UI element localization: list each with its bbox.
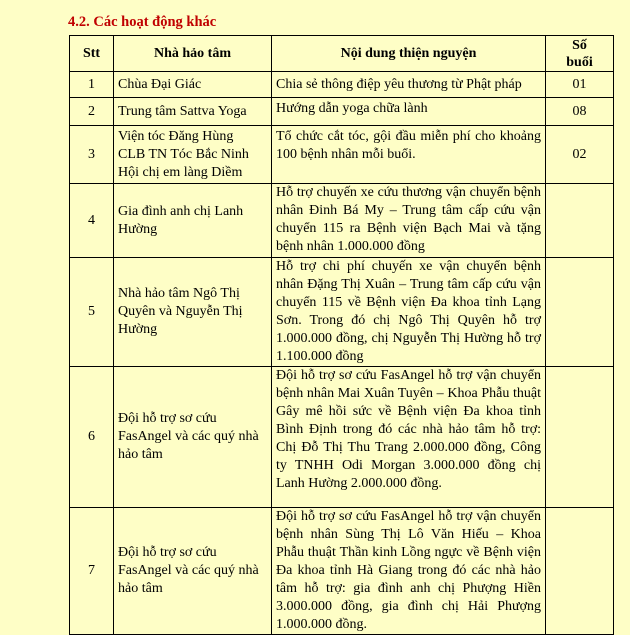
row-content: Hỗ trợ chuyến xe cứu thương vận chuyển bệnh nhân Đinh Bá My – Trung tâm cấp cứu vận chuyển 115 ra Bệnh viện Bạch Mai và tặng bệnh nhân 1.000.000 đồng [272, 184, 546, 258]
row-content: Đội hỗ trợ sơ cứu FasAngel hỗ trợ vận chuyển bệnh nhân Sùng Thị Lô Văn Hiếu – Khoa Phẫu thuật Thần kinh Lồng ngực về Bệnh viện Đa khoa tỉnh Hà Giang trong đó các nhà hảo tâm hỗ trợ: gia đình anh chị Phượng Hiền 3.000.000 đồng, gia đình chị Hải Phượng 1.000.000 đồng. [272, 508, 546, 635]
row-sessions: 02 [546, 126, 614, 184]
header-content: Nội dung thiện nguyện [272, 36, 546, 72]
table-row [70, 367, 614, 508]
charity-activities-table [69, 35, 614, 635]
row-stt: 3 [70, 126, 114, 184]
row-donor: Nhà hảo tâm Ngô Thị Quyên và Nguyễn Thị Hường [114, 258, 272, 367]
row-stt: 6 [70, 367, 114, 508]
row-content: Chia sẻ thông điệp yêu thương từ Phật pháp [272, 72, 546, 98]
row-donor-text: Viện tóc Đăng Hùng CLB TN Tóc Bắc Ninh Hội chị em làng Diềm [118, 129, 249, 180]
row-sessions [546, 258, 614, 367]
header-sessions-line2: buổi [566, 54, 593, 70]
row-donor: Đội hỗ trợ sơ cứu FasAngel và các quý nhà hảo tâm [114, 367, 272, 508]
row-donor: Chùa Đại Giác [114, 72, 272, 98]
row-sessions [546, 367, 614, 508]
table-row [70, 126, 614, 184]
row-sessions [546, 508, 614, 635]
section-title: 4.2. Các hoạt động khác [68, 14, 217, 30]
row-donor: Trung tâm Sattva Yoga [114, 98, 272, 126]
header-sessions [546, 36, 614, 72]
table-row [70, 258, 614, 367]
row-stt: 5 [70, 258, 114, 367]
row-donor [114, 126, 272, 184]
row-sessions [546, 184, 614, 258]
row-sessions: 01 [546, 72, 614, 98]
row-stt: 4 [70, 184, 114, 258]
row-sessions: 08 [546, 98, 614, 126]
row-stt: 2 [70, 98, 114, 126]
row-donor: Gia đình anh chị Lanh Hường [114, 184, 272, 258]
header-stt: Stt [70, 36, 114, 72]
row-stt: 1 [70, 72, 114, 98]
table-row [70, 98, 614, 126]
row-content: Tổ chức cắt tóc, gội đầu miễn phí cho khoảng 100 bệnh nhân mỗi buổi. [272, 126, 546, 184]
row-content: Hướng dẫn yoga chữa lành [272, 98, 546, 126]
header-donor: Nhà hảo tâm [114, 36, 272, 72]
table-header-row [70, 36, 614, 72]
row-content: Đội hỗ trợ sơ cứu FasAngel hỗ trợ vận chuyển bệnh nhân Mai Xuân Tuyên – Khoa Phẫu thuật Gây mê hồi sức về Bệnh viện Đa khoa tỉnh Bình Định trong đó các nhà hảo tâm hỗ trợ: Chị Đỗ Thị Thu Trang 2.000.000 đồng, Công ty TNHH Odi Morgan 3.000.000 đồng chị Lanh Hường 2.000.000 đồng. [272, 367, 546, 508]
row-stt: 7 [70, 508, 114, 635]
table-row [70, 508, 614, 635]
row-content: Hỗ trợ chi phí chuyến xe vận chuyển bệnh nhân Đặng Thị Xuân – Trung tâm cấp cứu vận chuyển 115 về Bệnh viện Đa khoa tỉnh Lạng Sơn. Trong đó chị Ngô Thị Quyên hỗ trợ 1.000.000 đồng, chị Nguyễn Thị Hường hỗ trợ 1.100.000 đồng [272, 258, 546, 367]
row-donor: Đội hỗ trợ sơ cứu FasAngel và các quý nhà hảo tâm [114, 508, 272, 635]
header-sessions-line1: Số [572, 37, 587, 53]
table-row [70, 184, 614, 258]
table-row [70, 72, 614, 98]
